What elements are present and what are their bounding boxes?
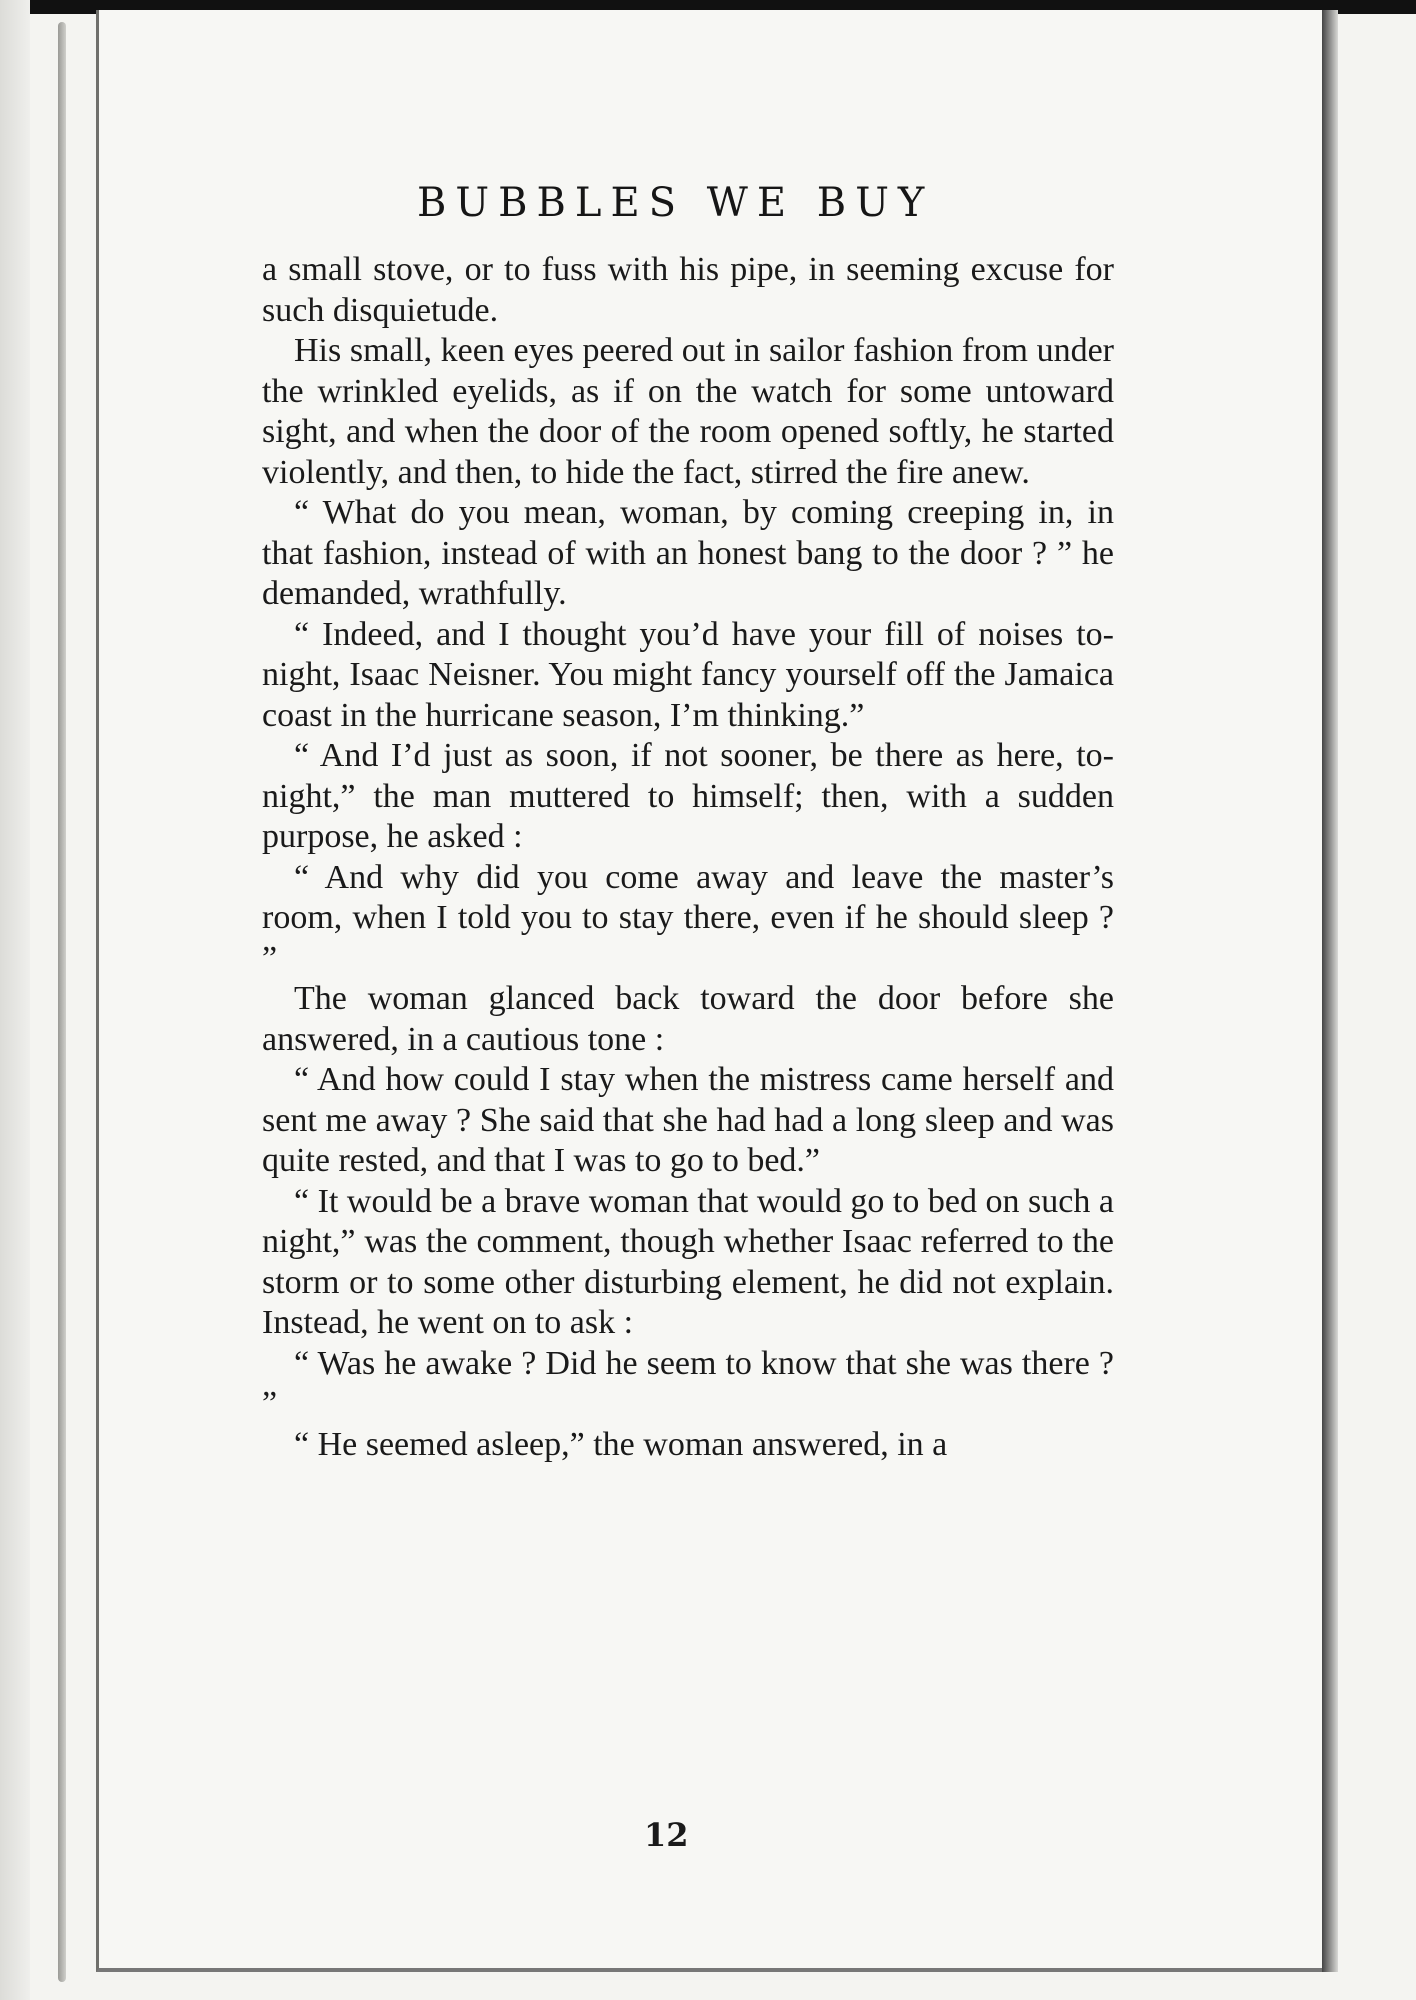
paragraph: The woman glanced back toward the door before she answered, in a cautious tone : [262, 980, 1114, 1058]
scan-left-margin [0, 0, 30, 2000]
running-head: BUBBLES WE BUY [417, 180, 934, 226]
paragraph: “ And I’d just as soon, if not sooner, be there as here, to-night,” the man muttered to himself; then, with a sudden purpose, he asked : [262, 737, 1114, 855]
page-number: 12 [644, 1816, 689, 1854]
paragraph: “ He seemed asleep,” the woman answered, in a [294, 1425, 948, 1463]
paragraph: “ Indeed, and I thought you’d have your fill of noises to-night, Isaac Neisner. You might fancy yourself off the Jamaica coast in the hurricane season, I’m thinking.” [262, 615, 1114, 734]
paragraph: “ And how could I stay when the mistress came herself and sent me away ? She said that she had had a long sleep and was quite rested, and that I was to go to bed.” [262, 1061, 1114, 1179]
paragraph: a small stove, or to fuss with his pipe, in seeming excuse for such disquietude. [262, 251, 1114, 329]
paragraph: “ Was he awake ? Did he seem to know that she was there ? ” [262, 1344, 1114, 1422]
paragraph: “ It would be a brave woman that would go to bed on such a night,” was the comment, though whether Isaac referred to the storm or to some other disturbing element, he did not explain. Instead, he went on to ask : [262, 1182, 1114, 1341]
paragraph: “ What do you mean, woman, by coming creeping in, in that fashion, instead of with an honest bang to the door ? ” he demanded, wrathfully. [262, 494, 1114, 612]
previous-page-edge [58, 22, 66, 1982]
paragraph: “ And why did you come away and leave the master’s room, when I told you to stay there, even if he should sleep ? ” [262, 858, 1114, 977]
paragraph: His small, keen eyes peered out in sailor fashion from under the wrinkled eyelids, as if on the watch for some untoward sight, and when the door of the room opened softly, he started violently, and then, to hide the fact, stirred the fire anew. [262, 332, 1114, 491]
page-gutter-shadow [1322, 10, 1338, 1972]
body-text [262, 250, 1114, 1465]
